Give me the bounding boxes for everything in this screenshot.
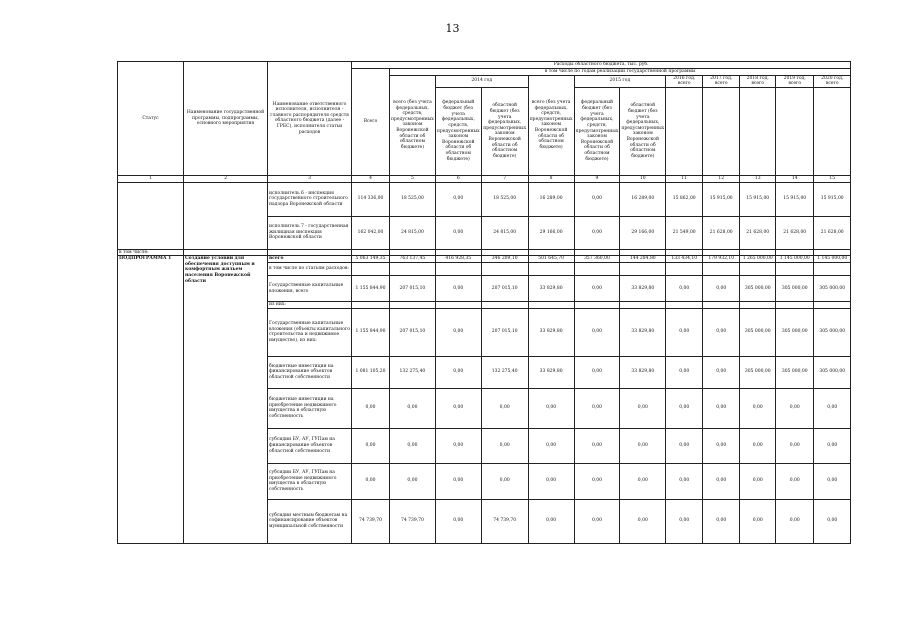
header-by-years: в том числе по годам реализации государственной программы <box>390 69 851 76</box>
cell-value: 0,00 <box>703 463 740 499</box>
cell-value: 74 739,70 <box>352 499 390 543</box>
cell-value: 0,00 <box>666 276 703 302</box>
header-2014: 2014 год <box>435 75 528 87</box>
header-executor: Наименование ответственного исполнителя, исполнителя - главного распорядителя средств областного бюджета (далее - ГРБС), исполнителя статьи расходов <box>268 62 352 176</box>
cell-value: 0,00 <box>574 388 620 428</box>
cell-value: 24 815,00 <box>481 216 528 249</box>
cell-value: 0,00 <box>703 428 740 463</box>
cell-value: 305 000,00 <box>776 356 814 388</box>
header-2015: 2015 год <box>574 75 666 87</box>
cell-value: 16 289,00 <box>528 182 574 216</box>
cell-value: 763 137,45 <box>390 256 436 263</box>
cell-value: 305 000,00 <box>740 308 776 356</box>
cell-value: 74 739,70 <box>390 499 436 543</box>
cell-value: 501 645,70 <box>528 256 574 263</box>
cell-value: 0,00 <box>666 356 703 388</box>
header-2019: 2019 год, всего <box>776 75 814 87</box>
table-row <box>118 216 851 249</box>
row-executor: в том числе по статьям расходов: <box>268 263 352 276</box>
cell-value: 0,00 <box>814 463 851 499</box>
cell-value: 33 829,80 <box>528 308 574 356</box>
cell-value: 0,00 <box>666 308 703 356</box>
col-number: 7 <box>481 175 528 182</box>
table-row <box>118 256 851 263</box>
subprogram-status: ПОДПРОГРАММА 1 <box>118 256 184 544</box>
cell-value: 21 628,00 <box>814 216 851 249</box>
cell-value: 33 829,80 <box>528 276 574 302</box>
cell-value: 16 289,00 <box>620 182 666 216</box>
col-number: 2 <box>184 175 268 182</box>
cell-value: 0,00 <box>574 428 620 463</box>
cell-value: 0,00 <box>435 428 481 463</box>
cell-value: 0,00 <box>435 276 481 302</box>
page-number: 13 <box>445 22 460 35</box>
cell-value: 0,00 <box>776 463 814 499</box>
cell-value: 0,00 <box>574 308 620 356</box>
column-numbers-row <box>118 175 851 182</box>
cell-value: 0,00 <box>703 388 740 428</box>
header-expenses-title: Расходы областного бюджета, тыс. руб. <box>352 62 851 69</box>
col-number: 11 <box>666 175 703 182</box>
header-2015-total: всего (без учета федеральных, средств, предусмотренных законом Воронежской области об областном бюджете) <box>528 75 574 175</box>
row-status: в том числе: <box>118 249 184 256</box>
cell-value: 0,00 <box>574 356 620 388</box>
cell-value: 0,00 <box>352 428 390 463</box>
cell-value: 305 000,00 <box>776 276 814 302</box>
cell-value: 144 284,80 <box>620 256 666 263</box>
header-status: Статус <box>118 62 184 176</box>
cell-value: 29 166,00 <box>620 216 666 249</box>
col-number: 5 <box>390 175 436 182</box>
row-executor: из них: <box>268 302 352 309</box>
cell-value: 0,00 <box>703 356 740 388</box>
cell-value: 0,00 <box>435 463 481 499</box>
cell-value: 0,00 <box>620 499 666 543</box>
cell-value: 1 155 844,90 <box>352 308 390 356</box>
cell-value: 0,00 <box>620 428 666 463</box>
header-obl-2015: областной бюджет (без учета федеральных, предусмотренных законом Воронежской области об областном бюджете) <box>620 87 666 175</box>
table-row <box>118 182 851 216</box>
cell-value: 416 928,35 <box>435 256 481 263</box>
col-number: 8 <box>528 175 574 182</box>
cell-value: 33 829,80 <box>528 356 574 388</box>
cell-value: 0,00 <box>666 499 703 543</box>
cell-value: 357 360,00 <box>574 256 620 263</box>
cell-value: 0,00 <box>740 428 776 463</box>
cell-value: 0,00 <box>352 388 390 428</box>
cell-value: 15 915,00 <box>740 182 776 216</box>
cell-value: 74 739,70 <box>481 499 528 543</box>
cell-value: 162 042,00 <box>352 216 390 249</box>
cell-value: 0,00 <box>814 388 851 428</box>
col-number: 12 <box>703 175 740 182</box>
budget-table <box>117 61 851 544</box>
col-number: 1 <box>118 175 184 182</box>
cell-value: 33 829,80 <box>620 276 666 302</box>
cell-value: 21 549,00 <box>666 216 703 249</box>
row-executor: Государственные капитальные вложения (объекты капитального строительства и недвижимое имущество), из них: <box>268 308 352 356</box>
header-2020: 2020 год, всего <box>814 75 851 87</box>
cell-value: 0,00 <box>666 463 703 499</box>
cell-value: 0,00 <box>666 388 703 428</box>
cell-value: 0,00 <box>740 499 776 543</box>
cell-value: 305 000,00 <box>814 276 851 302</box>
cell-value: 0,00 <box>528 499 574 543</box>
cell-value: 18 525,00 <box>390 182 436 216</box>
cell-value: 207 015,10 <box>390 308 436 356</box>
cell-value: 207 015,10 <box>390 276 436 302</box>
row-executor: исполнитель 7 - государственная жилищная инспекция Воронежской области <box>268 216 352 249</box>
cell-value: 15 862,00 <box>666 182 703 216</box>
cell-value: 305 000,00 <box>740 356 776 388</box>
col-number: 6 <box>435 175 481 182</box>
cell-value: 0,00 <box>703 499 740 543</box>
cell-value: 1 265 000,00 <box>740 256 776 263</box>
cell-value: 1 081 105,20 <box>352 356 390 388</box>
header-obl-2014: областной бюджет (без учета федеральных, предусмотренных законом Воронежской области об областном бюджете) <box>481 87 528 175</box>
header-2016: 2016 год, всего <box>666 75 703 87</box>
cell-value: 0,00 <box>776 388 814 428</box>
cell-value: 0,00 <box>481 463 528 499</box>
row-executor: всего <box>268 256 352 263</box>
cell-value: 0,00 <box>703 308 740 356</box>
cell-value: 0,00 <box>528 388 574 428</box>
col-number: 9 <box>574 175 620 182</box>
cell-value: 0,00 <box>814 499 851 543</box>
cell-value: 18 525,00 <box>481 182 528 216</box>
cell-value: 0,00 <box>528 428 574 463</box>
cell-value: 0,00 <box>390 388 436 428</box>
cell-value: 0,00 <box>740 388 776 428</box>
cell-value: 0,00 <box>390 428 436 463</box>
cell-value: 0,00 <box>620 463 666 499</box>
cell-value: 305 000,00 <box>814 308 851 356</box>
subprogram-name: Создание условий для обеспечения доступным и комфортным жильем населения Воронежской области <box>184 256 268 544</box>
row-executor: субсидии местным бюджетам на софинансирование объектов муниципальной собственности <box>268 499 352 543</box>
cell-value: 15 915,00 <box>703 182 740 216</box>
cell-value: 15 915,00 <box>814 182 851 216</box>
cell-value: 1 145 000,00 <box>776 256 814 263</box>
cell-value: 0,00 <box>574 276 620 302</box>
header-program-name: Наименование государственной программы, подпрограммы, основного мероприятия <box>184 62 268 176</box>
cell-value: 305 000,00 <box>776 308 814 356</box>
cell-value: 0,00 <box>574 182 620 216</box>
cell-value: 0,00 <box>435 388 481 428</box>
cell-value: 305 000,00 <box>740 276 776 302</box>
header-fed-2015: федеральный бюджет (без учета федеральных, средств, предусмотренных законом Воронежской области об областном бюджете) <box>574 87 620 175</box>
cell-value: 0,00 <box>352 463 390 499</box>
cell-value: 132 275,40 <box>481 356 528 388</box>
cell-value: 0,00 <box>574 499 620 543</box>
cell-value: 207 015,10 <box>481 276 528 302</box>
cell-value: 0,00 <box>574 216 620 249</box>
cell-value: 179 932,10 <box>703 256 740 263</box>
row-executor: бюджетные инвестиции на финансирование объектов областной собственности <box>268 356 352 388</box>
col-number: 13 <box>740 175 776 182</box>
col-number: 3 <box>268 175 352 182</box>
cell-value: 24 815,00 <box>390 216 436 249</box>
header-total: Всего <box>352 69 390 176</box>
cell-value: 0,00 <box>481 388 528 428</box>
cell-value: 0,00 <box>481 428 528 463</box>
cell-value: 0,00 <box>435 499 481 543</box>
col-number: 10 <box>620 175 666 182</box>
cell-value: 0,00 <box>666 428 703 463</box>
cell-value: 0,00 <box>776 499 814 543</box>
cell-value: 0,00 <box>740 463 776 499</box>
cell-value: 0,00 <box>435 182 481 216</box>
cell-value: 0,00 <box>574 463 620 499</box>
cell-value: 0,00 <box>390 463 436 499</box>
cell-value: 29 166,00 <box>528 216 574 249</box>
cell-value: 21 628,00 <box>776 216 814 249</box>
cell-value: 5 063 149,35 <box>352 256 390 263</box>
cell-value: 346 209,10 <box>481 256 528 263</box>
row-executor: субсидии БУ, АУ, ГУПам на приобретение недвижимого имущества в областную собственность <box>268 463 352 499</box>
col-number: 14 <box>776 175 814 182</box>
table-row <box>118 249 851 256</box>
row-executor: Государственные капитальные вложения, всего <box>268 276 352 302</box>
cell-value: 33 829,80 <box>620 308 666 356</box>
header-2017: 2017 год, всего <box>703 75 740 87</box>
cell-value: 132 275,40 <box>390 356 436 388</box>
header-fed-2014: федеральный бюджет (без учета федеральных, средств, предусмотренных законом Воронежской области об областном бюджете) <box>435 87 481 175</box>
col-number: 15 <box>814 175 851 182</box>
col-number: 4 <box>352 175 390 182</box>
cell-value: 0,00 <box>435 356 481 388</box>
row-executor: субсидии БУ, АУ, ГУПам на финансирование объектов областной собственности <box>268 428 352 463</box>
cell-value: 0,00 <box>620 388 666 428</box>
cell-value: 0,00 <box>435 308 481 356</box>
cell-value: 207 015,10 <box>481 308 528 356</box>
cell-value: 1 145 000,00 <box>814 256 851 263</box>
cell-value: 1 155 844,90 <box>352 276 390 302</box>
cell-value: 21 628,00 <box>703 216 740 249</box>
header-2018: 2018 год, всего <box>740 75 776 87</box>
budget-sheet <box>117 61 851 544</box>
cell-value: 114 336,00 <box>352 182 390 216</box>
cell-value: 0,00 <box>814 428 851 463</box>
cell-value: 0,00 <box>435 216 481 249</box>
cell-value: 133 434,10 <box>666 256 703 263</box>
cell-value: 21 628,00 <box>740 216 776 249</box>
cell-value: 305 000,00 <box>814 356 851 388</box>
cell-value: 0,00 <box>528 463 574 499</box>
cell-value: 0,00 <box>703 276 740 302</box>
header-total-incl: всего (без учета федеральных, средств, предусмотренных законом Воронежской области об областном бюджете) <box>390 75 436 175</box>
row-executor: бюджетные инвестиции на приобретение недвижимого имущества в областную собственность <box>268 388 352 428</box>
cell-value: 15 915,00 <box>776 182 814 216</box>
cell-value: 33 829,80 <box>620 356 666 388</box>
row-executor: исполнитель 6 - инспекция государственного строительного надзора Воронежской области <box>268 182 352 216</box>
cell-value: 0,00 <box>776 428 814 463</box>
